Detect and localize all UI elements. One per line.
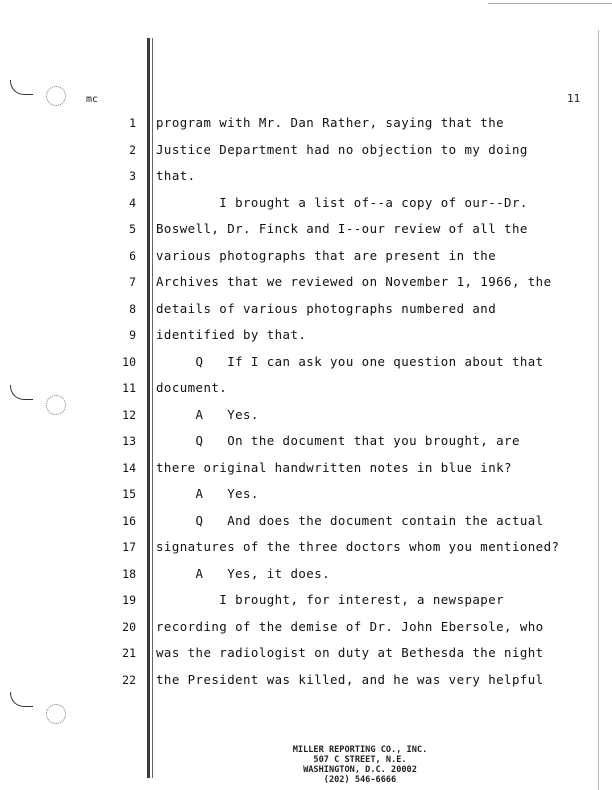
transcript-line: [0, 325, 612, 347]
transcript-line: [0, 405, 612, 427]
line-text: the President was killed, and he was very helpful: [156, 671, 544, 687]
line-text: document.: [156, 380, 228, 395]
line-text: I brought, for interest, a newspaper: [156, 592, 505, 607]
line-text: was the radiologist on duty at Bethesda the night: [156, 645, 544, 660]
transcript-line: [0, 617, 612, 639]
line-number: 11: [122, 381, 136, 395]
transcript-line: [0, 272, 612, 294]
line-number: 21: [122, 646, 136, 660]
transcript-line: [0, 299, 612, 321]
line-number: 3: [129, 169, 136, 183]
line-text: Archives that we reviewed on November 1, 1966, the: [156, 274, 552, 289]
transcript-line: [0, 378, 612, 400]
punch-hole-bottom: [10, 692, 33, 707]
line-number: 2: [129, 142, 136, 157]
transcript-line: [0, 219, 612, 241]
line-number: 6: [129, 248, 136, 263]
line-number: 5: [129, 222, 136, 236]
line-text: details of various photographs numbered and: [156, 300, 497, 316]
line-text: various photographs that are present in the: [156, 247, 497, 263]
transcript-line: [0, 458, 612, 480]
line-number: 1: [129, 116, 136, 130]
line-text: Q On the document that you brought, are: [156, 433, 520, 448]
line-text: program with Mr. Dan Rather, saying that the: [156, 115, 505, 130]
page-number: 11: [567, 92, 581, 105]
line-text: I brought a list of--a copy of our--Dr.: [156, 194, 528, 210]
line-number: 10: [122, 354, 136, 369]
transcript-line: [0, 511, 612, 533]
line-number: 13: [122, 434, 136, 448]
line-text: there original handwritten notes in blue ink?: [156, 459, 512, 475]
footer-street: 507 C STREET, N.E.: [313, 755, 407, 765]
punch-hole-bottom-dots: [46, 704, 66, 724]
transcript-line: [0, 431, 612, 453]
line-text: identified by that.: [156, 327, 307, 342]
line-text: signatures of the three doctors whom you mentioned?: [156, 539, 560, 554]
line-text: A Yes.: [156, 486, 259, 501]
line-number: 15: [122, 487, 136, 501]
transcript-line: [0, 670, 612, 692]
transcript-line: [0, 166, 612, 188]
transcript-line: [0, 537, 612, 559]
line-text: Q If I can ask you one question about that: [156, 353, 544, 369]
line-number: 7: [129, 275, 136, 289]
line-number: 14: [122, 460, 136, 475]
transcript-line: [0, 643, 612, 665]
line-text: Boswell, Dr. Finck and I--our review of all the: [156, 221, 528, 236]
line-number: 4: [129, 195, 136, 210]
footer-phone: (202) 546-6666: [323, 775, 397, 785]
line-text: A Yes.: [156, 406, 259, 422]
top-edge-mark: [488, 0, 612, 4]
line-text: A Yes, it does.: [156, 565, 331, 581]
reporter-initials: mc: [86, 94, 99, 105]
reporter-footer: [240, 745, 480, 785]
line-number: 20: [122, 619, 136, 634]
transcript-line: [0, 246, 612, 268]
line-number: 17: [122, 540, 136, 554]
line-text: recording of the demise of Dr. John Ebersole, who: [156, 618, 544, 634]
transcript-line: [0, 564, 612, 586]
transcript-line: [0, 484, 612, 506]
line-number: 18: [122, 566, 136, 581]
line-number: 19: [122, 593, 136, 607]
transcript-line: [0, 113, 612, 135]
transcript-line: [0, 352, 612, 374]
footer-city: WASHINGTON, D.C. 20002: [303, 765, 417, 775]
footer-company: MILLER REPORTING CO., INC.: [292, 745, 428, 755]
punch-hole-top: [10, 80, 33, 95]
line-number: 16: [122, 513, 136, 528]
transcript-line: [0, 140, 612, 162]
transcript-line: [0, 193, 612, 215]
line-text: Q And does the document contain the actual: [156, 512, 544, 528]
punch-hole-top-dots: [46, 86, 66, 106]
line-number: 22: [122, 672, 136, 687]
transcript-line: [0, 590, 612, 612]
line-number: 9: [129, 328, 136, 342]
line-number: 12: [122, 407, 136, 422]
line-text: Justice Department had no objection to my doing: [156, 141, 528, 157]
line-text: that.: [156, 168, 196, 183]
line-number: 8: [129, 301, 136, 316]
